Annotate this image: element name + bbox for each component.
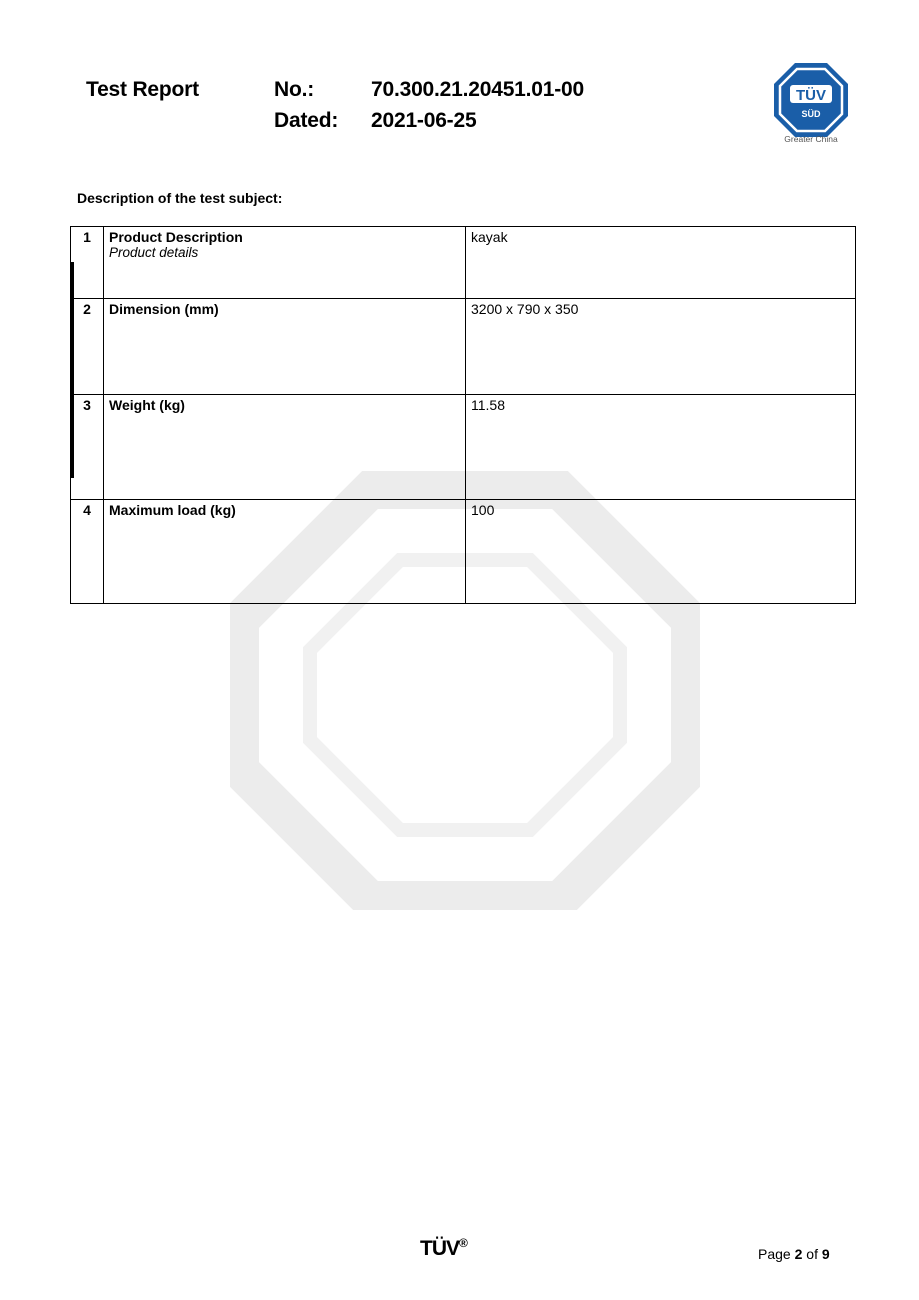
test-subject-table xyxy=(70,226,856,604)
report-date-label: Dated: xyxy=(274,109,339,132)
row-label: Dimension (mm) xyxy=(109,301,219,317)
row-label-cell xyxy=(104,395,466,500)
row-value: 3200 x 790 x 350 xyxy=(466,299,856,395)
row-value: kayak xyxy=(466,227,856,299)
report-number-value: 70.300.21.20451.01-00 xyxy=(371,78,584,101)
row-value: 11.58 xyxy=(466,395,856,500)
row-label: Weight (kg) xyxy=(109,397,185,413)
row-label-cell xyxy=(104,500,466,604)
table-row xyxy=(71,395,856,500)
row-label: Maximum load (kg) xyxy=(109,502,236,518)
table-row xyxy=(71,227,856,299)
row-number: 1 xyxy=(71,227,104,299)
page-number xyxy=(758,1246,830,1262)
row-label: Product Description xyxy=(109,229,243,245)
table-row xyxy=(71,500,856,604)
page-current: 2 xyxy=(794,1246,803,1262)
row-number: 3 xyxy=(71,395,104,500)
report-date-value: 2021-06-25 xyxy=(371,109,477,132)
page-prefix: Page xyxy=(758,1246,795,1262)
logo-subtitle: Greater China xyxy=(784,134,838,144)
report-title: Test Report xyxy=(86,78,199,101)
row-number: 2 xyxy=(71,299,104,395)
page-total: 9 xyxy=(821,1246,830,1262)
footer-tuv-logo xyxy=(420,1236,467,1261)
row-number: 4 xyxy=(71,500,104,604)
table-row xyxy=(71,299,856,395)
photo-row xyxy=(71,262,74,478)
photo-cell-right xyxy=(72,262,73,478)
row-value: 100 xyxy=(466,500,856,604)
page-of: of xyxy=(802,1246,822,1262)
footer-logo-registered-mark: ® xyxy=(459,1236,467,1250)
logo-text-top: TÜV xyxy=(796,87,826,104)
row-label-cell xyxy=(104,299,466,395)
section-title: Description of the test subject: xyxy=(77,190,283,206)
logo-text-bottom: SÜD xyxy=(801,109,821,119)
row-label-cell xyxy=(104,227,466,299)
row-sublabel: Product details xyxy=(109,245,199,260)
report-number-label: No.: xyxy=(274,78,315,101)
footer-logo-text: TÜV xyxy=(420,1237,459,1260)
